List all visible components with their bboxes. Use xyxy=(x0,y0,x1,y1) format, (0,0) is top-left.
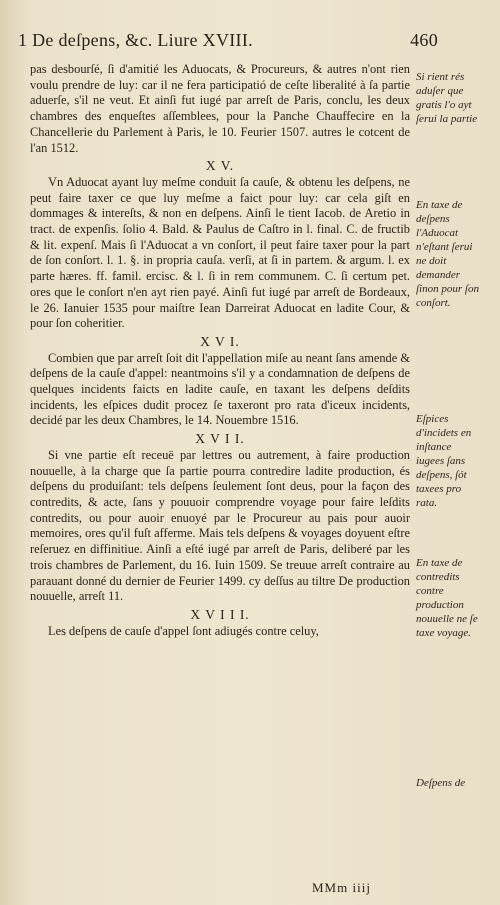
section-number: X V I I I. xyxy=(190,606,250,622)
paragraph: Les deſpens de cauſe d'appel ſont adiugés contre celuy, xyxy=(48,623,319,638)
marginal-note: Si rient rés aduſer que gratis l'o ayt ſerui la partie xyxy=(416,71,478,125)
page-number: 460 xyxy=(410,30,438,50)
marginal-note: Eſpices d'incidets en inſtance iugees ſans deſpens, ſót taxees pro rata. xyxy=(416,413,472,509)
running-title: 1 De deſpens, &c. Liure XVIII. xyxy=(18,30,253,50)
main-text-column xyxy=(30,62,410,639)
section-number: X V I I. xyxy=(195,431,245,447)
marginal-note: En taxe de deſpens l'Aduocat n'eſtant ſerui ne doit demander ſinon pour ſon conſort. xyxy=(416,199,479,309)
paragraph: Si vne partie eſt receuë par lettres ou autrement, à faire production nouuelle, à la charge que ſa partie pourra contredire ladite production, és deſpens du produiſant: tels deſpens ſeulement ſont deus, pour la façon des contredits, & acte, ſans y pouuoir comprendre voyage pour faire leſdits contredits, ou pour auoir enuoyé par le Procureur au pais pour auoir memoires, ores qu'il fuſt afferme. Mais tels deſpens & voyages doyuent eſtre reſeruez en diffinitiue. Ainſi a eſté iugé par arreſt de Paris, deliberé par les trois chambres de Parlement, du 16. Iuin 1509. Se treuue arreſt contraire au parauant donné du dernier de Feurier 1499. cy deſſus au tiltre De production nouuelle, arreſt 11. xyxy=(30,447,410,604)
section-number: X V I. xyxy=(200,333,240,349)
marginal-note: Deſpens de xyxy=(416,777,466,789)
paragraph: Combien que par arreſt ſoit dit l'appellation miſe au neant ſans amende & deſpens de la cauſe d'appel: neantmoins s'il y a condamnation de deſpens de quelques incidents faicts en ladite cauſe, en taxant les deſpens deſdits incidents, les eſpices dudit procez ſe taxeront pro rata d'iceux incidents, decidé par les deux Chambres, le 14. Nouembre 1516. xyxy=(30,350,410,428)
running-header xyxy=(18,30,438,52)
marginal-note: En taxe de contredits contre production nouuelle ne ſe taxe voyage. xyxy=(416,557,478,639)
section-number: X V. xyxy=(205,158,235,174)
paragraph: Vn Aduocat ayant luy meſme conduit ſa cauſe, & obtenu les deſpens, ne peut faire taxer ce que luy meſme a faict pour luy: car cela giſt en dommages & intereſts, & non en deſpens. Ainſi le tient Iacob. de Aretio in tract. de expenſis. ſolio 4. Bald. & Paulus de Caſtro in l. final. C. de fructib & lit. expenſ. Mais ſi l'Aduocat a vn conſort, il peut faire taxer pour la part de ſon conſort. l. 1. §. in propria cauſa. verſi, at ſi in partem. & argum. l. ex parte hæres. ff. famil. ercisc. & l. ſi in rem communem. C. ſi certum pet. ores que le conſort n'en ayt rien payé. Ainſi fut iugé par arreſt de Bordeaux, le 26. Ianuier 1535 pour maiſtre Iean Darreirat Aduocat en ladite Cour, & pour ſon coheritier. xyxy=(30,174,410,331)
paragraph: pas desbourſé, ſi d'amitié les Aduocats, & Procureurs, & autres n'ont rien voulu prendre de luy: car il ne fera participatió de ceſte liberalité à ſa partie aduerſe, s'il ne veut. Et ainſi fut iugé par arreſt de Paris, conclu, les deux chambres des enqueſtes aſſemblees, pour la Panche Chauffecire en la Chancellerie du Parlement à Paris, le 10. Feurier 1507. autres le cotcent de l'an 1512. xyxy=(30,62,410,155)
signature-mark: MMm iiij xyxy=(312,880,371,895)
